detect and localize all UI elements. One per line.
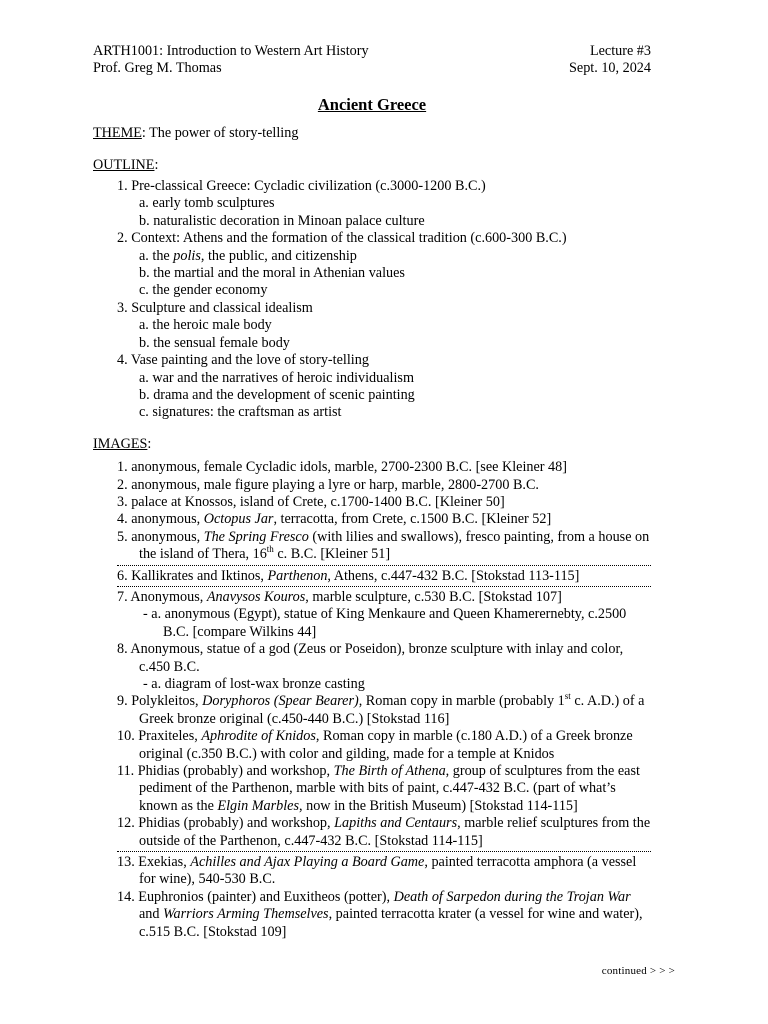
image-subitem: - a. diagram of lost-wax bronze casting (143, 676, 365, 692)
images-heading: IMAGES: (93, 435, 152, 452)
theme-text: : The power of story-telling (141, 125, 299, 142)
images-list (93, 459, 651, 941)
outline-subitem: c. signatures: the craftsman as artist (139, 404, 342, 421)
theme-label: THEME (93, 125, 142, 142)
outline-label: OUTLINE (93, 156, 155, 173)
image-item: 6. Kallikrates and Iktinos, Parthenon, Athens, c.447-432 B.C. [Stokstad 113-115] (117, 567, 580, 584)
continued-note: continued > > > (601, 965, 675, 977)
outline-subitem: a. the polis, the public, and citizenship (139, 247, 357, 264)
image-item: 2. anonymous, male figure playing a lyre or harp, marble, 2800-2700 B.C. (117, 476, 539, 493)
outline-list (93, 178, 651, 422)
outline-subitem: b. the sensual female body (139, 334, 290, 351)
section-divider (117, 586, 651, 587)
images-label: IMAGES (93, 435, 148, 452)
image-item: 7. Anonymous, Anavysos Kouros, marble sculpture, c.530 B.C. [Stokstad 107] (117, 588, 562, 605)
outline-item: 1. Pre-classical Greece: Cycladic civilization (c.3000-1200 B.C.) (117, 178, 486, 195)
page-title: Ancient Greece (317, 94, 427, 114)
image-item: 5. anonymous, The Spring Fresco (with lilies and swallows), fresco painting, from a house on the island of Thera, 16th c. B.C. [Kleiner 51] (117, 528, 650, 563)
section-divider (117, 565, 651, 566)
outline-subitem: b. the martial and the moral in Athenian values (139, 265, 405, 282)
outline-subitem: a. early tomb sculptures (139, 195, 275, 212)
outline-item: 2. Context: Athens and the formation of the classical tradition (c.600-300 B.C.) (117, 230, 567, 247)
lecture-handout (93, 43, 651, 941)
image-item: 12. Phidias (probably) and workshop, Lapiths and Centaurs, marble relief sculptures from the outside of the Parthenon, c.447-432 B.C. [Stokstad 114-115] (117, 815, 651, 849)
outline-subitem: c. the gender economy (139, 282, 268, 299)
image-item: 14. Euphronios (painter) and Euxitheos (potter), Death of Sarpedon during the Trojan War and Warriors Arming Themselves, painted terracotta krater (a vessel for wine and water), c.515 B.C. [Stokstad 109] (117, 888, 643, 940)
image-item: 13. Exekias, Achilles and Ajax Playing a Board Game, painted terracotta amphora (a vessel for wine), 540-530 B.C. (117, 854, 637, 888)
section-divider (117, 851, 651, 852)
theme-line (93, 125, 651, 142)
header-row-2 (93, 60, 651, 77)
professor-name: Prof. Greg M. Thomas (93, 60, 222, 77)
outline-subitem: b. drama and the development of scenic painting (139, 386, 415, 403)
image-item: 3. palace at Knossos, island of Crete, c.1700-1400 B.C. [Kleiner 50] (117, 493, 505, 510)
lecture-date: Sept. 10, 2024 (569, 60, 651, 77)
outline-subitem: a. war and the narratives of heroic individualism (139, 369, 414, 386)
image-item: 4. anonymous, Octopus Jar, terracotta, from Crete, c.1500 B.C. [Kleiner 52] (117, 511, 552, 528)
outline-subitem: a. the heroic male body (139, 317, 272, 334)
outline-item: 3. Sculpture and classical idealism (117, 299, 313, 316)
header-row-1 (93, 43, 651, 60)
image-item: 9. Polykleitos, Doryphoros (Spear Bearer), Roman copy in marble (probably 1st c. A.D.) of a Greek bronze original (c.450-440 B.C.) [Stokstad 116] (117, 691, 645, 727)
outline-subitem: b. naturalistic decoration in Minoan palace culture (139, 212, 425, 229)
image-subitem: - a. anonymous (Egypt), statue of King Menkaure and Queen Khamerernebty, c.2500 B.C. [compare Wilkins 44] (143, 606, 627, 640)
lecture-number: Lecture #3 (589, 43, 651, 59)
image-item: 1. anonymous, female Cycladic idols, marble, 2700-2300 B.C. [see Kleiner 48] (117, 459, 567, 476)
image-item: 10. Praxiteles, Aphrodite of Knidos, Roman copy in marble (c.180 A.D.) of a Greek bronze original (c.350 B.C.) with color and gilding, made for a temple at Knidos (117, 728, 633, 762)
image-item: 8. Anonymous, statue of a god (Zeus or Poseidon), bronze sculpture with inlay and color, c.450 B.C. (117, 641, 624, 675)
outline-heading: OUTLINE: (93, 156, 159, 173)
course-title: ARTH1001: Introduction to Western Art History (93, 43, 369, 59)
image-item: 11. Phidias (probably) and workshop, The Birth of Athena, group of sculptures from the east pediment of the Parthenon, marble with bits of paint, c.447-432 B.C. (part of what’s known as the Elgin Marbles, now in the British Museum) [Stokstad 114-115] (117, 763, 640, 814)
outline-item: 4. Vase painting and the love of story-telling (117, 352, 369, 369)
